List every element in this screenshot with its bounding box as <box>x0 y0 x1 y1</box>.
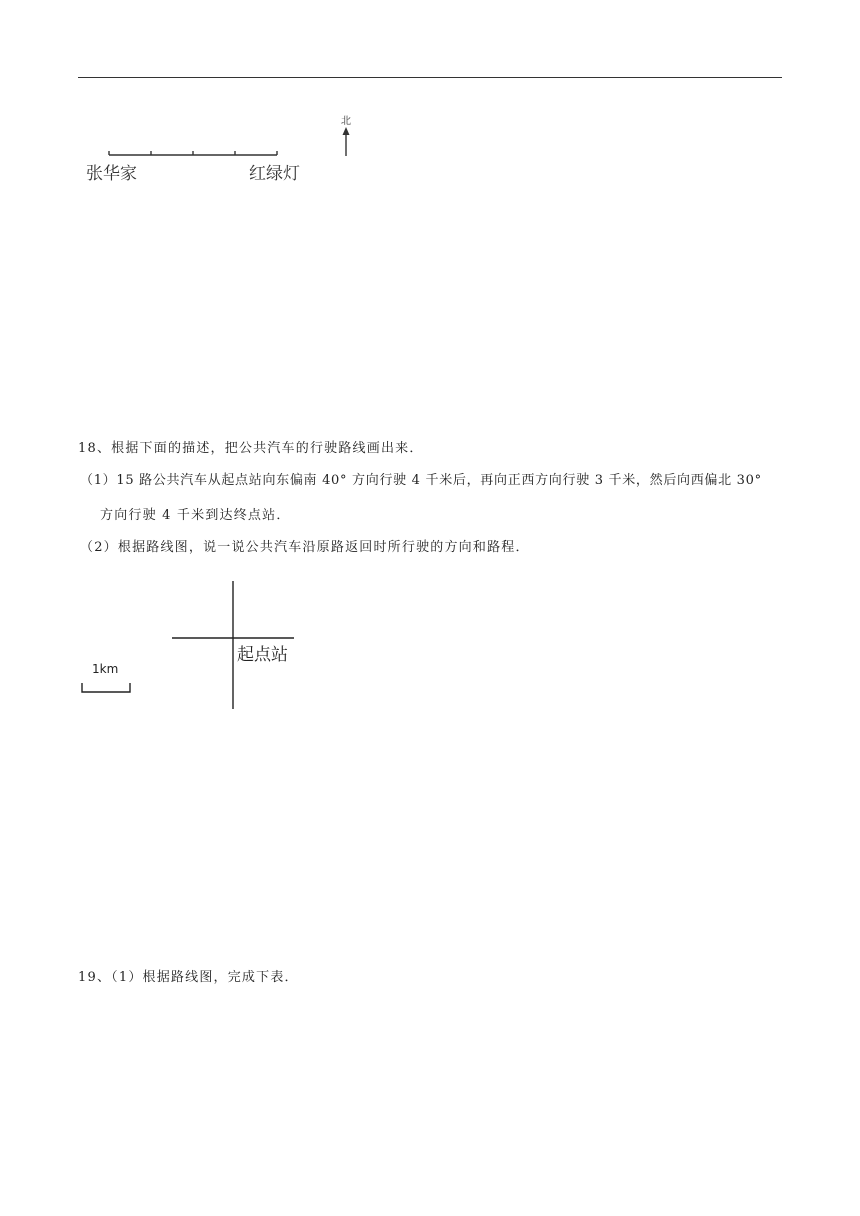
route-figure-1 <box>78 108 378 188</box>
north-arrow-icon <box>343 127 350 135</box>
q19-title: 19、（1）根据路线图，完成下表． <box>78 970 299 985</box>
q18-part1-line1: （1）15 路公共汽车从起点站向东偏南 40° 方向行驶 4 千米后，再向正西方向行驶 3 千米，然后向西偏北 30° <box>80 473 762 488</box>
q18-part2: （2）根据路线图，说一说公共汽车沿原路返回时所行驶的方向和路程． <box>80 540 530 555</box>
home-label: 张华家 <box>86 164 137 184</box>
scale-label: 1km <box>92 662 119 676</box>
q18-title: 18、根据下面的描述，把公共汽车的行驶路线画出来． <box>78 441 424 456</box>
north-label: 北 <box>341 116 351 127</box>
scale-bar <box>82 683 130 692</box>
start-station-label: 起点站 <box>237 645 288 665</box>
traffic-light-label: 红绿灯 <box>249 164 300 184</box>
route-figure-2 <box>78 575 318 715</box>
q18-part1-line2: 方向行驶 4 千米到达终点站． <box>100 508 291 523</box>
header-rule <box>78 77 782 78</box>
